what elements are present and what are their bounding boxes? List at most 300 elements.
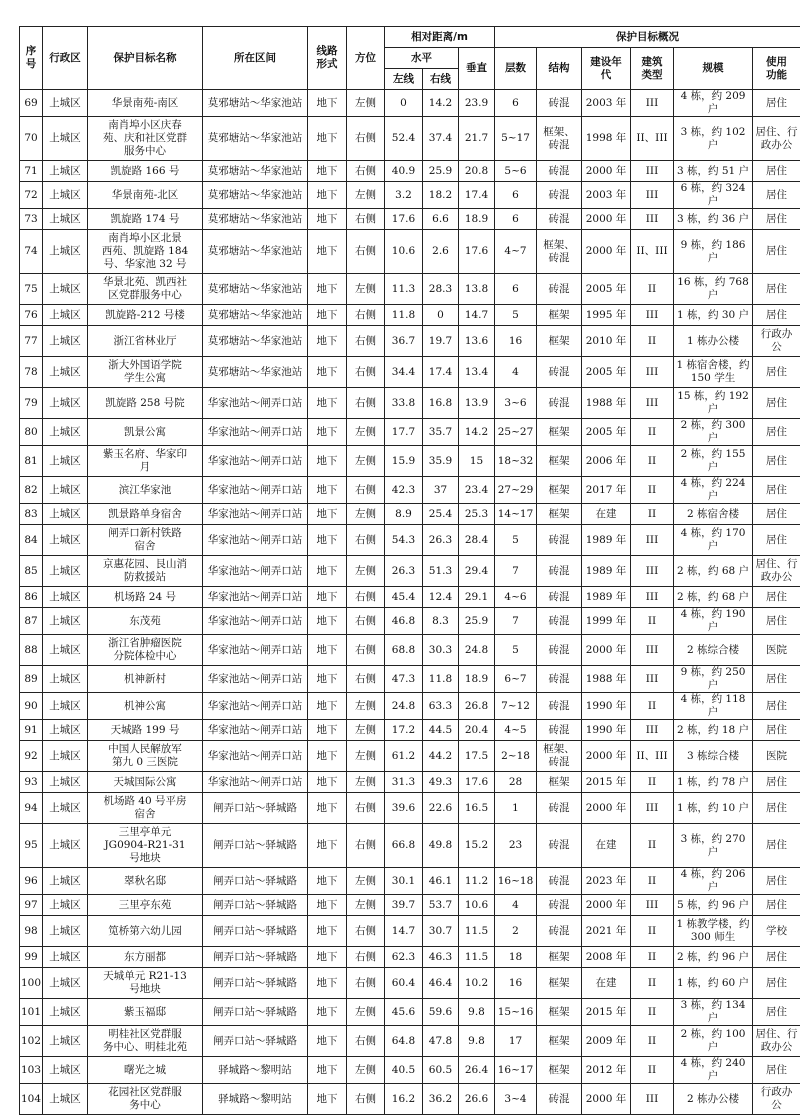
cell-scale: 4 栋，约 240 户: [674, 1057, 753, 1084]
cell-form: 地下: [308, 161, 347, 182]
cell-floors: 6: [495, 90, 537, 117]
cell-floors: 7: [495, 608, 537, 635]
cell-scale: 2 栋，约 300 户: [674, 419, 753, 446]
cell-scale: 2 栋，约 68 户: [674, 587, 753, 608]
cell-left: 39.7: [385, 895, 423, 916]
cell-district: 上城区: [43, 587, 88, 608]
cell-right: 16.8: [423, 388, 459, 419]
cell-name: 滨江华家池: [88, 477, 203, 504]
table-row: [20, 117, 800, 161]
table-row: [20, 556, 800, 587]
cell-floors: 27~29: [495, 477, 537, 504]
cell-section: 华家池站～闸弄口站: [203, 587, 308, 608]
cell-right: 6.6: [423, 209, 459, 230]
cell-no: 92: [20, 741, 43, 772]
table-row: [20, 772, 800, 793]
table-row: [20, 388, 800, 419]
cell-year: 1989 年: [582, 587, 631, 608]
cell-use: 居住: [753, 274, 800, 305]
cell-section: 莫邪塘站～华家池站: [203, 305, 308, 326]
cell-left: 26.3: [385, 556, 423, 587]
cell-vert: 17.4: [459, 182, 495, 209]
cell-no: 88: [20, 635, 43, 666]
cell-year: 2010 年: [582, 326, 631, 357]
cell-floors: 5: [495, 305, 537, 326]
cell-use: 居住: [753, 895, 800, 916]
cell-district: 上城区: [43, 504, 88, 525]
cell-right: 8.3: [423, 608, 459, 635]
col-orientation-header: 方位: [347, 27, 385, 90]
cell-section: 莫邪塘站～华家池站: [203, 357, 308, 388]
cell-struct: 框架: [537, 419, 582, 446]
cell-year: 2008 年: [582, 947, 631, 968]
cell-name: 闸弄口新村铁路 宿舍: [88, 525, 203, 556]
cell-left: 46.8: [385, 608, 423, 635]
cell-floors: 16~17: [495, 1057, 537, 1084]
cell-left: 34.4: [385, 357, 423, 388]
cell-scale: 3 栋，约 36 户: [674, 209, 753, 230]
cell-floors: 16: [495, 326, 537, 357]
cell-scale: 3 栋，约 270 户: [674, 824, 753, 868]
cell-no: 99: [20, 947, 43, 968]
cell-type: II、III: [631, 230, 674, 274]
cell-name: 机场路 40 号平房 宿舍: [88, 793, 203, 824]
table-header: [20, 27, 800, 90]
cell-section: 华家池站～闸弄口站: [203, 666, 308, 693]
cell-name: 花园社区党群服 务中心: [88, 1084, 203, 1115]
cell-vert: 26.4: [459, 1057, 495, 1084]
cell-use: 居住: [753, 793, 800, 824]
cell-district: 上城区: [43, 230, 88, 274]
cell-vert: 15: [459, 446, 495, 477]
cell-dir: 左侧: [347, 1057, 385, 1084]
cell-district: 上城区: [43, 608, 88, 635]
cell-scale: 3 栋，约 51 户: [674, 161, 753, 182]
cell-no: 82: [20, 477, 43, 504]
cell-no: 103: [20, 1057, 43, 1084]
cell-type: II、III: [631, 741, 674, 772]
cell-right: 2.6: [423, 230, 459, 274]
cell-use: 医院: [753, 741, 800, 772]
cell-type: II: [631, 968, 674, 999]
cell-name: 天城单元 R21-13 号地块: [88, 968, 203, 999]
cell-name: 机神新村: [88, 666, 203, 693]
cell-vert: 13.9: [459, 388, 495, 419]
cell-year: 1990 年: [582, 693, 631, 720]
cell-dir: 右侧: [347, 305, 385, 326]
cell-vert: 17.5: [459, 741, 495, 772]
cell-year: 2009 年: [582, 1026, 631, 1057]
cell-section: 闸弄口站～驿城路: [203, 968, 308, 999]
cell-use: 居住: [753, 161, 800, 182]
cell-use: 居住: [753, 525, 800, 556]
cell-name: 紫玉名府、华家印 月: [88, 446, 203, 477]
cell-vert: 21.7: [459, 117, 495, 161]
cell-district: 上城区: [43, 161, 88, 182]
cell-struct: 框架: [537, 1057, 582, 1084]
cell-right: 59.6: [423, 999, 459, 1026]
cell-left: 17.2: [385, 720, 423, 741]
cell-scale: 1 栋，约 30 户: [674, 305, 753, 326]
cell-form: 地下: [308, 230, 347, 274]
cell-year: 2023 年: [582, 868, 631, 895]
cell-dir: 右侧: [347, 477, 385, 504]
cell-district: 上城区: [43, 968, 88, 999]
cell-right: 12.4: [423, 587, 459, 608]
cell-name: 京惠花园、艮山消 防救援站: [88, 556, 203, 587]
cell-vert: 23.4: [459, 477, 495, 504]
cell-section: 闸弄口站～驿城路: [203, 947, 308, 968]
cell-vert: 9.8: [459, 1026, 495, 1057]
cell-section: 华家池站～闸弄口站: [203, 556, 308, 587]
cell-vert: 20.4: [459, 720, 495, 741]
table-row: [20, 326, 800, 357]
cell-struct: 砖混: [537, 388, 582, 419]
cell-dir: 右侧: [347, 388, 385, 419]
cell-year: 2005 年: [582, 357, 631, 388]
cell-district: 上城区: [43, 274, 88, 305]
cell-type: III: [631, 525, 674, 556]
cell-type: II: [631, 916, 674, 947]
cell-form: 地下: [308, 635, 347, 666]
cell-district: 上城区: [43, 477, 88, 504]
col-district-header: 行政区: [43, 27, 88, 90]
cell-section: 闸弄口站～驿城路: [203, 1026, 308, 1057]
col-floors-header: 层数: [495, 48, 537, 90]
table-row: [20, 1084, 800, 1115]
cell-no: 74: [20, 230, 43, 274]
cell-scale: 2 栋，约 18 户: [674, 720, 753, 741]
cell-name: 曙光之城: [88, 1057, 203, 1084]
cell-district: 上城区: [43, 1026, 88, 1057]
cell-name: 机神公寓: [88, 693, 203, 720]
cell-struct: 砖混: [537, 357, 582, 388]
cell-scale: 4 栋，约 206 户: [674, 868, 753, 895]
cell-year: 2003 年: [582, 182, 631, 209]
cell-scale: 2 栋，约 68 户: [674, 556, 753, 587]
cell-name: 东茂苑: [88, 608, 203, 635]
cell-form: 地下: [308, 693, 347, 720]
cell-type: III: [631, 182, 674, 209]
cell-no: 77: [20, 326, 43, 357]
cell-year: 在建: [582, 968, 631, 999]
table-row: [20, 182, 800, 209]
cell-no: 70: [20, 117, 43, 161]
cell-vert: 26.6: [459, 1084, 495, 1115]
cell-no: 71: [20, 161, 43, 182]
cell-section: 莫邪塘站～华家池站: [203, 161, 308, 182]
cell-type: II: [631, 1057, 674, 1084]
cell-year: 2006 年: [582, 446, 631, 477]
cell-year: 在建: [582, 824, 631, 868]
cell-name: 紫玉福邸: [88, 999, 203, 1026]
cell-form: 地下: [308, 90, 347, 117]
cell-dir: 右侧: [347, 525, 385, 556]
cell-dir: 右侧: [347, 209, 385, 230]
cell-year: 2000 年: [582, 1084, 631, 1115]
cell-district: 上城区: [43, 916, 88, 947]
cell-form: 地下: [308, 182, 347, 209]
cell-left: 64.8: [385, 1026, 423, 1057]
cell-dir: 右侧: [347, 161, 385, 182]
cell-form: 地下: [308, 1084, 347, 1115]
cell-dir: 右侧: [347, 666, 385, 693]
cell-right: 17.4: [423, 357, 459, 388]
cell-form: 地下: [308, 741, 347, 772]
col-left-header: 左线: [385, 69, 423, 90]
cell-section: 驿城路～黎明站: [203, 1084, 308, 1115]
cell-name: 浙大外国语学院 学生公寓: [88, 357, 203, 388]
cell-type: III: [631, 635, 674, 666]
col-overview-header: 保护目标概况: [495, 27, 800, 48]
cell-no: 79: [20, 388, 43, 419]
cell-form: 地下: [308, 419, 347, 446]
cell-district: 上城区: [43, 357, 88, 388]
cell-name: 凯景路单身宿舍: [88, 504, 203, 525]
cell-district: 上城区: [43, 556, 88, 587]
cell-dir: 右侧: [347, 947, 385, 968]
cell-left: 11.3: [385, 274, 423, 305]
cell-struct: 框架: [537, 772, 582, 793]
cell-name: 东方丽都: [88, 947, 203, 968]
cell-dir: 左侧: [347, 446, 385, 477]
cell-scale: 1 栋办公楼: [674, 326, 753, 357]
cell-type: II: [631, 947, 674, 968]
cell-form: 地下: [308, 274, 347, 305]
cell-floors: 3~4: [495, 1084, 537, 1115]
table-row: [20, 693, 800, 720]
cell-section: 莫邪塘站～华家池站: [203, 117, 308, 161]
cell-floors: 4~7: [495, 230, 537, 274]
table-row: [20, 305, 800, 326]
cell-year: 1988 年: [582, 666, 631, 693]
cell-section: 华家池站～闸弄口站: [203, 693, 308, 720]
cell-name: 浙江省林业厅: [88, 326, 203, 357]
cell-right: 44.5: [423, 720, 459, 741]
cell-right: 28.3: [423, 274, 459, 305]
cell-floors: 5: [495, 525, 537, 556]
cell-type: II: [631, 824, 674, 868]
cell-dir: 左侧: [347, 720, 385, 741]
cell-use: 居住: [753, 868, 800, 895]
cell-type: II: [631, 446, 674, 477]
cell-section: 莫邪塘站～华家池站: [203, 274, 308, 305]
cell-scale: 2 栋综合楼: [674, 635, 753, 666]
cell-district: 上城区: [43, 209, 88, 230]
cell-dir: 左侧: [347, 504, 385, 525]
cell-struct: 砖混: [537, 608, 582, 635]
cell-use: 居住、行 政办公: [753, 1026, 800, 1057]
cell-struct: 框架、 砖混: [537, 117, 582, 161]
cell-left: 66.8: [385, 824, 423, 868]
cell-vert: 11.5: [459, 947, 495, 968]
cell-dir: 右侧: [347, 916, 385, 947]
cell-use: 居住、行 政办公: [753, 556, 800, 587]
cell-dir: 右侧: [347, 587, 385, 608]
cell-right: 46.1: [423, 868, 459, 895]
cell-name: 南肖埠小区庆春 苑、庆和社区党群 服务中心: [88, 117, 203, 161]
cell-vert: 26.8: [459, 693, 495, 720]
cell-floors: 7: [495, 556, 537, 587]
cell-no: 101: [20, 999, 43, 1026]
cell-right: 36.2: [423, 1084, 459, 1115]
cell-floors: 7~12: [495, 693, 537, 720]
cell-no: 93: [20, 772, 43, 793]
cell-left: 30.1: [385, 868, 423, 895]
cell-use: 居住: [753, 693, 800, 720]
cell-no: 100: [20, 968, 43, 999]
cell-dir: 右侧: [347, 824, 385, 868]
cell-type: III: [631, 895, 674, 916]
cell-scale: 2 栋宿舍楼: [674, 504, 753, 525]
cell-section: 闸弄口站～驿城路: [203, 868, 308, 895]
cell-type: III: [631, 556, 674, 587]
table-row: [20, 999, 800, 1026]
cell-left: 40.9: [385, 161, 423, 182]
cell-district: 上城区: [43, 90, 88, 117]
cell-district: 上城区: [43, 326, 88, 357]
cell-section: 华家池站～闸弄口站: [203, 504, 308, 525]
cell-floors: 25~27: [495, 419, 537, 446]
cell-vert: 24.8: [459, 635, 495, 666]
cell-vert: 9.8: [459, 999, 495, 1026]
cell-form: 地下: [308, 477, 347, 504]
cell-floors: 18~32: [495, 446, 537, 477]
table-row: [20, 161, 800, 182]
cell-use: 学校: [753, 916, 800, 947]
cell-name: 浙江省肿瘤医院 分院体检中心: [88, 635, 203, 666]
cell-right: 60.5: [423, 1057, 459, 1084]
cell-no: 95: [20, 824, 43, 868]
table-row: [20, 504, 800, 525]
cell-use: 居住: [753, 772, 800, 793]
cell-type: III: [631, 357, 674, 388]
cell-type: III: [631, 305, 674, 326]
table-row: [20, 1026, 800, 1057]
cell-name: 凯旋路 174 号: [88, 209, 203, 230]
cell-dir: 右侧: [347, 117, 385, 161]
cell-left: 45.4: [385, 587, 423, 608]
cell-floors: 2: [495, 916, 537, 947]
cell-district: 上城区: [43, 666, 88, 693]
cell-vert: 18.9: [459, 666, 495, 693]
cell-section: 闸弄口站～驿城路: [203, 916, 308, 947]
cell-name: 凯旋路-212 号楼: [88, 305, 203, 326]
col-structure-header: 结构: [537, 48, 582, 90]
cell-scale: 4 栋，约 224 户: [674, 477, 753, 504]
cell-dir: 左侧: [347, 895, 385, 916]
cell-year: 2017 年: [582, 477, 631, 504]
cell-no: 73: [20, 209, 43, 230]
cell-no: 94: [20, 793, 43, 824]
cell-year: 1989 年: [582, 556, 631, 587]
cell-floors: 4: [495, 895, 537, 916]
cell-form: 地下: [308, 326, 347, 357]
cell-use: 居住: [753, 587, 800, 608]
cell-use: 居住: [753, 947, 800, 968]
cell-section: 华家池站～闸弄口站: [203, 419, 308, 446]
cell-no: 102: [20, 1026, 43, 1057]
cell-left: 52.4: [385, 117, 423, 161]
cell-form: 地下: [308, 1057, 347, 1084]
cell-left: 24.8: [385, 693, 423, 720]
col-scale-header: 规模: [674, 48, 753, 90]
cell-left: 14.7: [385, 916, 423, 947]
cell-form: 地下: [308, 525, 347, 556]
table-row: [20, 635, 800, 666]
cell-dir: 右侧: [347, 793, 385, 824]
cell-year: 2015 年: [582, 999, 631, 1026]
cell-type: II、III: [631, 117, 674, 161]
col-no-header: 序 号: [20, 27, 43, 90]
cell-use: 居住: [753, 504, 800, 525]
cell-right: 0: [423, 305, 459, 326]
cell-no: 84: [20, 525, 43, 556]
cell-no: 96: [20, 868, 43, 895]
cell-left: 8.9: [385, 504, 423, 525]
cell-no: 86: [20, 587, 43, 608]
cell-no: 104: [20, 1084, 43, 1115]
cell-scale: 2 栋，约 96 户: [674, 947, 753, 968]
cell-vert: 14.2: [459, 419, 495, 446]
table-row: [20, 720, 800, 741]
cell-use: 居住: [753, 477, 800, 504]
cell-floors: 2~18: [495, 741, 537, 772]
cell-dir: 左侧: [347, 999, 385, 1026]
cell-left: 17.7: [385, 419, 423, 446]
cell-left: 10.6: [385, 230, 423, 274]
cell-dir: 右侧: [347, 230, 385, 274]
cell-type: III: [631, 666, 674, 693]
cell-dir: 左侧: [347, 693, 385, 720]
cell-struct: 砖混: [537, 824, 582, 868]
cell-form: 地下: [308, 947, 347, 968]
cell-year: 2000 年: [582, 895, 631, 916]
table-row: [20, 824, 800, 868]
cell-right: 44.2: [423, 741, 459, 772]
cell-floors: 5: [495, 635, 537, 666]
cell-vert: 15.2: [459, 824, 495, 868]
cell-name: 明桂社区党群服 务中心、明桂北苑: [88, 1026, 203, 1057]
cell-form: 地下: [308, 666, 347, 693]
cell-name: 天城国际公寓: [88, 772, 203, 793]
cell-floors: 6: [495, 209, 537, 230]
cell-struct: 砖混: [537, 90, 582, 117]
cell-section: 华家池站～闸弄口站: [203, 772, 308, 793]
cell-form: 地下: [308, 895, 347, 916]
cell-struct: 砖混: [537, 161, 582, 182]
col-section-header: 所在区间: [203, 27, 308, 90]
cell-left: 3.2: [385, 182, 423, 209]
cell-year: 1989 年: [582, 525, 631, 556]
cell-form: 地下: [308, 824, 347, 868]
cell-no: 69: [20, 90, 43, 117]
cell-section: 华家池站～闸弄口站: [203, 477, 308, 504]
table-row: [20, 947, 800, 968]
table-row: [20, 666, 800, 693]
cell-right: 63.3: [423, 693, 459, 720]
cell-vert: 11.5: [459, 916, 495, 947]
cell-district: 上城区: [43, 772, 88, 793]
cell-right: 37.4: [423, 117, 459, 161]
cell-no: 75: [20, 274, 43, 305]
cell-left: 68.8: [385, 635, 423, 666]
cell-form: 地下: [308, 772, 347, 793]
cell-type: III: [631, 587, 674, 608]
cell-scale: 3 栋，约 134 户: [674, 999, 753, 1026]
cell-scale: 16 栋，约 768 户: [674, 274, 753, 305]
cell-district: 上城区: [43, 635, 88, 666]
